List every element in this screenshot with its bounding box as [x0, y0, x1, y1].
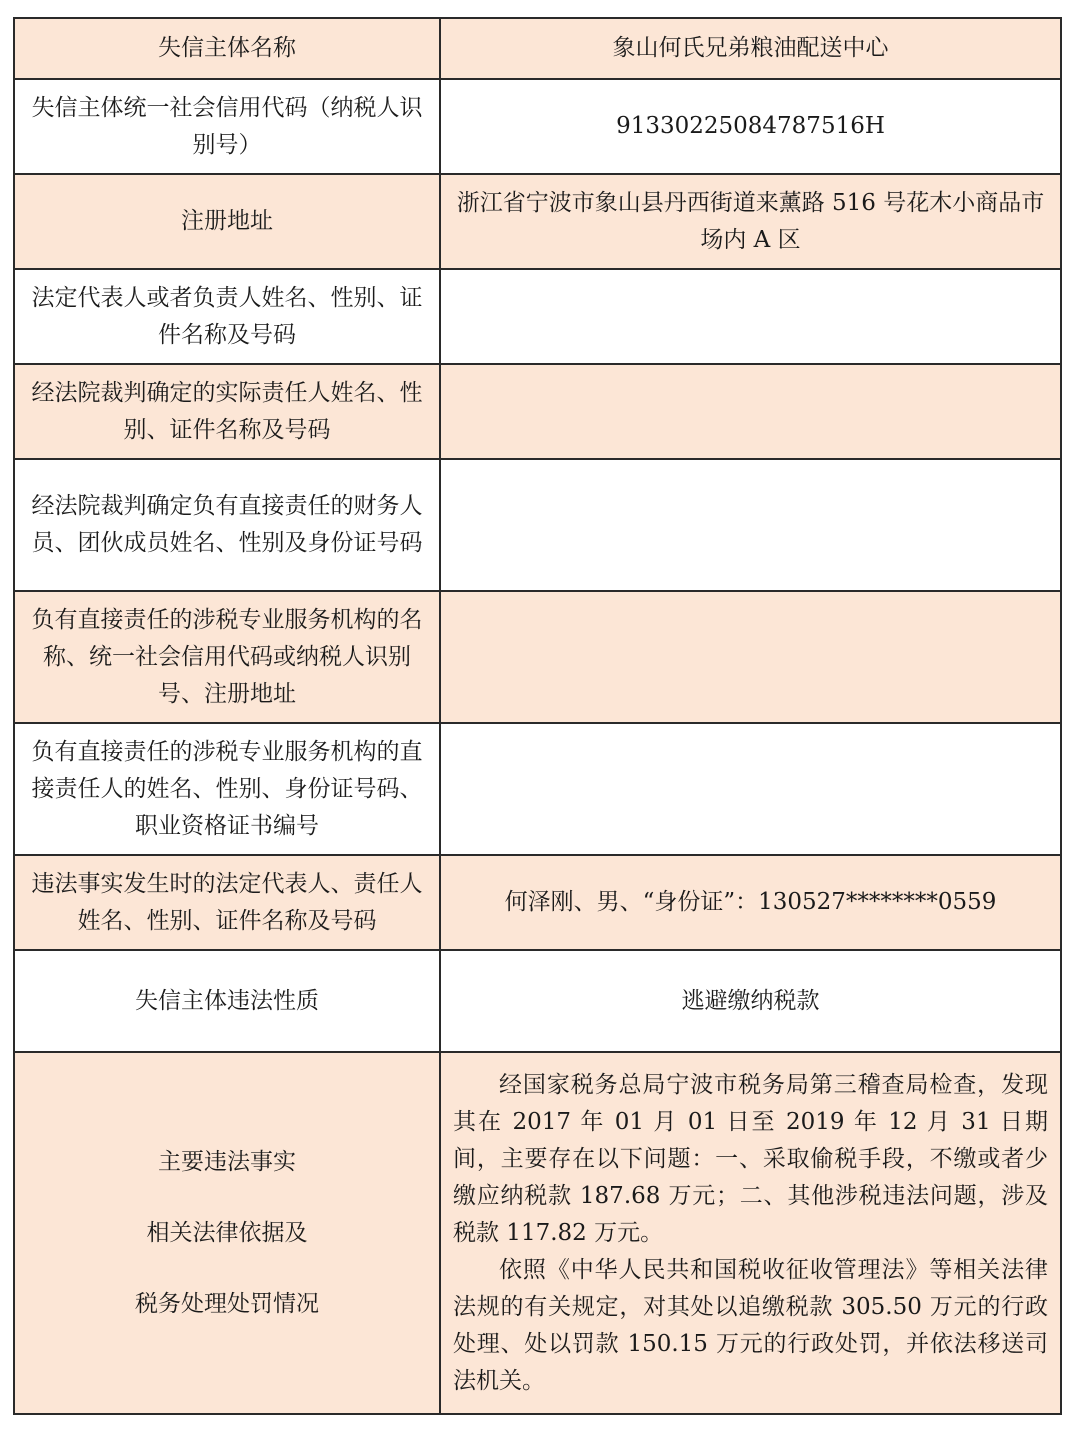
row-value: 91330225084787516H	[440, 79, 1061, 174]
table-row	[14, 855, 1061, 950]
row-value: 象山何氏兄弟粮油配送中心	[440, 18, 1061, 79]
row-value: 何泽刚、男、“身份证”：130527********0559	[440, 855, 1061, 950]
row-value	[440, 591, 1061, 723]
table-row	[14, 591, 1061, 723]
row-value	[440, 459, 1061, 591]
row-value	[440, 723, 1061, 855]
table-row	[14, 79, 1061, 174]
facts-label-line: 相关法律依据及	[146, 1219, 308, 1246]
row-label: 违法事实发生时的法定代表人、责任人姓名、性别、证件名称及号码	[14, 855, 440, 950]
facts-paragraph: 经国家税务总局宁波市税务局第三稽查局检查，发现其在 2017 年 01 月 01 日至 2019 年 12 月 31 日期间，主要存在以下问题：一、采取偷税手段，不缴或者少缴应纳税款 187.68 万元；二、其他涉税违法问题，涉及税款 117.82 万元。	[453, 1071, 1048, 1246]
table-row	[14, 950, 1061, 1052]
table-row	[14, 174, 1061, 269]
facts-paragraph: 依照《中华人民共和国税收征收管理法》等相关法律法规的有关规定，对其处以追缴税款 305.50 万元的行政处理、处以罚款 150.15 万元的行政处罚，并依法移送司法机关。	[453, 1256, 1048, 1394]
row-label: 负有直接责任的涉税专业服务机构的直接责任人的姓名、性别、身份证号码、职业资格证书编号	[14, 723, 440, 855]
row-value	[440, 364, 1061, 459]
table-row	[14, 723, 1061, 855]
table-row	[14, 459, 1061, 591]
table-row-facts	[14, 1052, 1061, 1414]
facts-label	[14, 1052, 440, 1414]
facts-label-line: 税务处理处罚情况	[135, 1290, 319, 1317]
row-label: 经法院裁判确定负有直接责任的财务人员、团伙成员姓名、性别及身份证号码	[14, 459, 440, 591]
credit-info-table	[13, 17, 1062, 1415]
row-value	[440, 269, 1061, 364]
table-row	[14, 269, 1061, 364]
row-label: 失信主体违法性质	[14, 950, 440, 1052]
row-label: 失信主体统一社会信用代码（纳税人识别号）	[14, 79, 440, 174]
table-row	[14, 364, 1061, 459]
row-label: 法定代表人或者负责人姓名、性别、证件名称及号码	[14, 269, 440, 364]
row-label: 注册地址	[14, 174, 440, 269]
row-value: 浙江省宁波市象山县丹西街道来薰路 516 号花木小商品市场内 A 区	[440, 174, 1061, 269]
row-label: 负有直接责任的涉税专业服务机构的名称、统一社会信用代码或纳税人识别号、注册地址	[14, 591, 440, 723]
row-label: 失信主体名称	[14, 18, 440, 79]
facts-value	[440, 1052, 1061, 1414]
row-value: 逃避缴纳税款	[440, 950, 1061, 1052]
table-row	[14, 18, 1061, 79]
row-label: 经法院裁判确定的实际责任人姓名、性别、证件名称及号码	[14, 364, 440, 459]
facts-label-line: 主要违法事实	[158, 1148, 296, 1175]
